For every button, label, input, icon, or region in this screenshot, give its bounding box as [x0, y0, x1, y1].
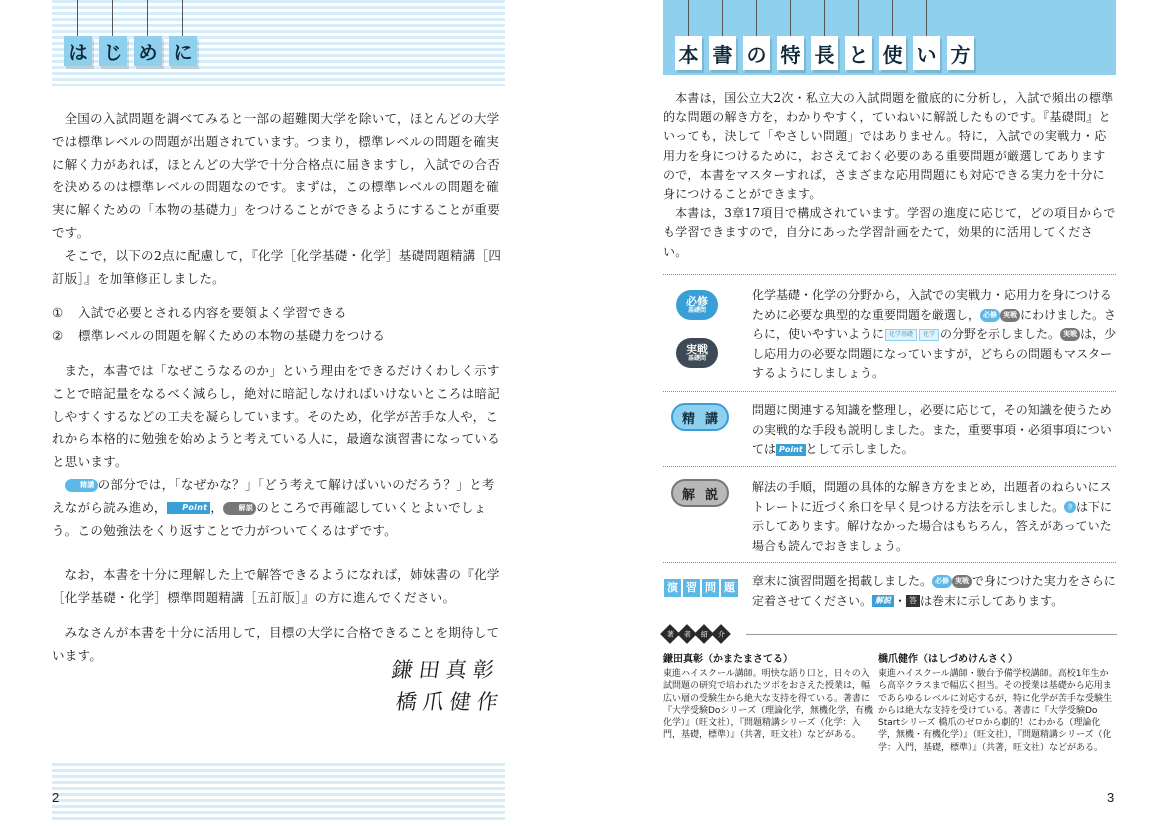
feature-text: 問題に関連する知識を整理し，必要に応じて，その知識を使うための実戦的な手段も説明しました。また，重要事項・必須事項については [752, 403, 1112, 457]
seiko-icon [671, 403, 729, 431]
jissen-icon [676, 338, 718, 368]
page-title [675, 36, 974, 70]
hang-line [147, 0, 148, 36]
signature-2: 橋爪健作 [394, 690, 506, 714]
paragraph-text: の部分では，「なぜかな？」「どう考えて解けばいいのだろう？」と考えながら読み進め， [52, 476, 495, 515]
jissen-badge: 実戦 [1060, 328, 1080, 341]
point-badge: Point [776, 444, 806, 456]
separator: ・ [894, 593, 907, 608]
author-kamata [663, 653, 873, 742]
author-rule [746, 634, 1117, 635]
feature-text: として示しました。 [805, 442, 914, 457]
page-title [64, 36, 197, 66]
title-char: 使 [879, 36, 906, 70]
title-char: は [64, 36, 92, 66]
title-char: 書 [709, 36, 736, 70]
hisshu-icon [676, 290, 718, 320]
heading-char: 紹 [700, 630, 708, 638]
list-item [52, 302, 505, 325]
list-text: 標準レベルの問題を解くための本物の基礎力をつける [78, 328, 386, 344]
list-number: ① [52, 305, 64, 321]
author-name: 橋爪健作（はしづめけんさく） [878, 654, 1018, 665]
hang-line [790, 0, 791, 36]
separator: ， [210, 499, 224, 515]
feature-text: で身につけた実力をさらに定着させてください。 [752, 574, 1116, 608]
hisshu-badge: 必修 [932, 575, 952, 588]
icon-char: 問 [702, 579, 719, 597]
icon-char: 演 [664, 579, 681, 597]
feature-description [752, 401, 1117, 460]
icon-char: 解 [681, 487, 695, 503]
icon-char: 題 [721, 579, 738, 597]
icon-char: 講 [704, 411, 718, 427]
divider [663, 274, 1116, 275]
feature-description [752, 286, 1117, 384]
author-bio: 東進ハイスクール講師。明快な語り口と，日々の入試問題の研究で培われたツボをおさえた授業は，幅広い層の受験生から絶大な支持を得ている。著書に『大学受験Doシリーズ（理論化学，無機化学，有機化学）』（旺文社），『問題精講シリーズ（化学：入門，基礎，標準）』（共著，旺文社）などがある。 [663, 669, 873, 741]
paragraph: そこで，以下の2点に配慮して，『化学［化学基礎・化学］基礎問題精講［四訂版］』を加筆修正しました。 [52, 247, 502, 286]
list-text: 入試で必要とされる内容を要領よく学習できる [78, 305, 347, 321]
title-char: め [134, 36, 162, 66]
icon-char: 説 [704, 487, 718, 503]
author-heading [663, 627, 728, 641]
intro-text [52, 108, 505, 668]
feature-text: は，少し応用力の必要な問題になっていますが，どちらの問題もマスターするようにしましょう。 [752, 327, 1117, 381]
title-char: じ [99, 36, 127, 66]
page-number: 3 [1107, 790, 1115, 805]
paragraph-text: のところで再確認していくとよいでしょう。この勉強法をくり返すことで力がついてくるはずです。 [52, 499, 487, 538]
icon-sub: 基礎問 [687, 306, 706, 314]
feature-text: は巻末に示してあります。 [920, 593, 1064, 608]
hang-line [756, 0, 757, 36]
title-char: 長 [811, 36, 838, 70]
feature-text: の分野を示しました。 [940, 327, 1061, 342]
hang-line [77, 0, 78, 36]
title-char: に [169, 36, 197, 66]
paragraph: また，本書では「なぜこうなるのか」という理由をできるだけくわしく示すことで暗記量をなるべく減らし，絶対に暗記しなければいけないところは暗記しやすくするなどの工夫を凝らしています。そのため，化学が苦手な人や，これから本格的に勉強を始めようと考えている人に，最適な演習書になっていると思います。 [52, 362, 501, 470]
kaisetsu-badge: 解説 [223, 502, 256, 515]
feature-text: にわけました。さらに，使いやすいように [752, 307, 1117, 342]
signature-1: 鎌田真彰 [390, 658, 502, 682]
kaisetsu-tag: 解説 [872, 595, 894, 607]
feature-description [752, 478, 1117, 556]
icon-main: 必修 [686, 295, 708, 309]
point-badge: Point [167, 502, 211, 514]
list-item [52, 325, 505, 348]
hang-line [892, 0, 893, 36]
divider [663, 562, 1116, 563]
icon-sub: 基礎問 [687, 354, 706, 362]
paragraph: 本書は，国公立大2次・私立大の入試問題を徹底的に分析し，入試で頻出の標準的な問題の解き方を，わかりやすく，ていねいに解説したものです。『基礎問』といっても，決して「やさしい問題」ではありません。特に，入試での実戦力・応用力を身につけるために，おさえておく必要のある重要問題が厳選してありますので，本書をマスターすれば，さまざまな応用問題にも対応できる実力を十分に身につけることができます。 [663, 91, 1114, 202]
hang-line [926, 0, 927, 36]
icon-char: 精 [681, 411, 695, 427]
feature-text: 解法の手順，問題の具体的な解き方をまとめ，出題者のねらいにストレートに近づく糸口を早く見つける方法を示しました。 [752, 480, 1112, 514]
heading-char: 介 [717, 630, 725, 638]
feature-text: 化学基礎・化学の分野から，入試での実戦力・応用力を身につけるために必要な典型的な重要問題を厳選し， [752, 288, 1112, 322]
intro-text [663, 89, 1116, 262]
page-number: 2 [52, 790, 60, 805]
hang-line [824, 0, 825, 36]
feature-description [752, 572, 1117, 611]
hang-line [858, 0, 859, 36]
hang-line [112, 0, 113, 36]
right-page [584, 0, 1168, 827]
tag-kagaku: 化学 [919, 329, 939, 341]
title-char: と [845, 36, 872, 70]
divider [663, 391, 1116, 392]
tag-kagaku-kiso: 化学基礎 [885, 329, 917, 341]
divider [663, 466, 1116, 467]
heading-diamond [711, 624, 731, 644]
feature-text: 章末に演習問題を掲載しました。 [752, 574, 933, 588]
heading-char: 著 [666, 630, 674, 638]
hisshu-badge: 必修 [980, 309, 1000, 322]
hang-line [688, 0, 689, 36]
heading-char: 者 [683, 630, 691, 638]
author-hashizume [878, 653, 1116, 754]
title-char: い [913, 36, 940, 70]
hang-line [182, 0, 183, 36]
jissen-badge: 実戦 [952, 575, 972, 588]
ensyu-mondai-icon [664, 579, 738, 597]
key-icon: き [1064, 501, 1076, 513]
hang-line [722, 0, 723, 36]
feature-text: は下に示してあります。解けなかった場合はもちろん，答えがあっていた場合も読んでおきましょう。 [752, 499, 1113, 553]
paragraph: なお，本書を十分に理解した上で解答できるようになれば，姉妹書の『化学［化学基礎・化学］標準問題精講［五訂版］』の方に進んでください。 [52, 567, 500, 606]
title-char: 方 [947, 36, 974, 70]
title-char: の [743, 36, 770, 70]
answer-tag: 答 [906, 595, 920, 607]
jissen-badge: 実戦 [1000, 309, 1020, 322]
seiko-badge: 精講 [65, 479, 98, 492]
paragraph: 本書は，3章17項目で構成されています。学習の進度に応じて，どの項目からでも学習できますので，自分にあった学習計画をたて，効果的に活用してください。 [663, 206, 1116, 259]
kaisetsu-icon [671, 479, 729, 507]
icon-char: 習 [683, 579, 700, 597]
list-number: ② [52, 328, 64, 344]
icon-main: 実戦 [686, 343, 708, 357]
author-name: 鎌田真彰（かまたまさてる） [663, 654, 793, 665]
title-char: 本 [675, 36, 702, 70]
paragraph [52, 474, 505, 542]
author-bio: 東進ハイスクール講師・駿台予備学校講師。高校1年生から高卒クラスまで幅広く担当。その授業は基礎から応用まであらゆるレベルに対応するが，特に化学が苦手な受験生からは絶大な支持を受けている。著書に『大学受験Do Startシリーズ 橋爪のゼロから劇的！にわかる（理論化学，無機・有機化学）』（旺文社），『問題精講シリーズ（化学：入門，基礎，標準）』（共著，旺文社）などがある。 [878, 669, 1113, 753]
title-char: 特 [777, 36, 804, 70]
paragraph: 全国の入試問題を調べてみると一部の超難関大学を除いて，ほとんどの大学では標準レベルの問題が出題されています。つまり，標準レベルの問題を確実に解く力があれば，ほとんどの大学で十分合格点に届きますし，入試での合否を決めるのは標準レベルの問題なのです。まずは，この標準レベルの問題を確実に解くための「本物の基礎力」をつけることができるようにすることが重要です。 [52, 111, 501, 240]
paragraph: みなさんが本書を十分に活用して，目標の大学に合格できることを期待しています。 [52, 624, 500, 663]
footer-stripes [52, 763, 505, 821]
